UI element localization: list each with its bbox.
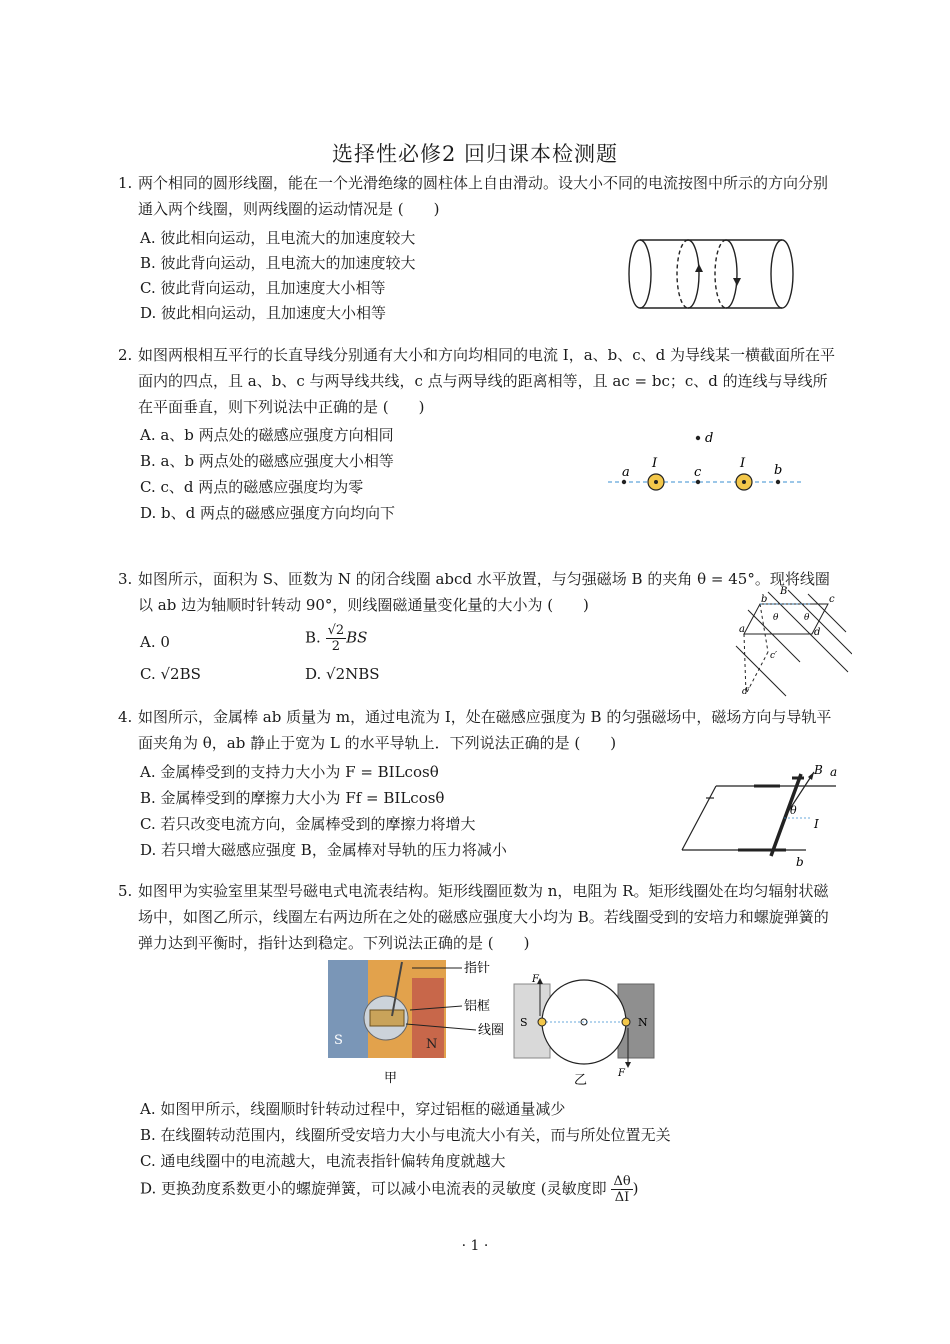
label-current-2: I: [740, 456, 746, 471]
label-S: S: [520, 1016, 528, 1029]
figure-parallel-wires: [606, 424, 806, 498]
question-stem: 两个相同的圆形线圈，能在一个光滑绝缘的圆柱体上自由滑动。设大小不同的电流按图中所示的方向分别通入两个线圈，则两线圈的运动情况是 ( ): [138, 174, 829, 218]
option-a: A. 0: [140, 633, 170, 651]
option-c: C. 彼此背向运动，且加速度大小相等: [140, 279, 386, 297]
fraction: $\frac{√2}{2}$: [327, 623, 345, 654]
figure-cylinder-coils: [626, 234, 798, 314]
question-number: 2.: [118, 346, 133, 364]
figure-coil-in-field: [728, 586, 852, 698]
label-N: N: [638, 1016, 648, 1029]
question-stem: 如图所示，金属棒 ab 质量为 m，通过电流为 I，处在磁感应强度为 B 的匀强磁场中，磁场方向与导轨平面夹角为 θ，ab 静止于宽为 L 的水平导轨上．下列说法正确的是 ( ): [138, 708, 832, 752]
label-theta-1: θ: [773, 613, 779, 623]
option-d: D. 若只增大磁感应强度 B，金属棒对导轨的压力将减小: [140, 841, 507, 859]
label-b: b: [761, 594, 768, 605]
option-c: C. √2BS: [140, 665, 201, 683]
option-b: B. $\frac{√2}{2}$ BS: [305, 623, 368, 654]
question-stem: 如图两根相互平行的长直导线分别通有大小和方向均相同的电流 I，a、b、c、d 为导线某一横截面所在平面内的四点，且 a、b、c 与两导线共线，c 点与两导线的距离相等，且 ac = bc；c、d 的连线与导线所在平面垂直，则下列说法中正确的是 ( ): [138, 346, 836, 416]
page-title: 选择性必修2 回归课本检测题: [331, 142, 619, 166]
option-d: D. √2NBS: [305, 665, 380, 683]
label-B: B: [814, 763, 823, 777]
label-F-top: F: [532, 974, 539, 985]
label-pointer: 指针: [464, 961, 491, 976]
option-c: C. c、d 两点的磁感应强度均为零: [140, 478, 364, 496]
label-c: c: [694, 465, 702, 480]
label-F-bottom: F: [618, 1068, 625, 1079]
label-theta: θ: [790, 804, 797, 817]
label-yi: 乙: [574, 1073, 588, 1088]
label-d: d: [814, 627, 821, 638]
question-number: 5.: [118, 882, 133, 900]
label-d-prime: d′: [742, 687, 750, 697]
label-B: B: [780, 586, 788, 597]
option-a: A. 彼此相向运动，且电流大的加速度较大: [140, 229, 416, 247]
question-stem: 如图甲为实验室里某型号磁电式电流表结构。矩形线圈匝数为 n，电阻为 R。矩形线圈处在均匀辐射状磁场中，如图乙所示，线圈左右两边所在之处的磁感应强度大小均为 B。若线圈受到的安培力和螺旋弹簧的弹力达到平衡时，指针达到稳定。下列说法正确的是 ( ): [138, 882, 829, 952]
option-d: D. 更换劲度系数更小的螺旋弹簧，可以减小电流表的灵敏度 (灵敏度即 $\frac{\Delta\theta}{\Delta I}$ ): [140, 1174, 639, 1205]
question-1: [118, 170, 840, 222]
label-coil: 线圈: [478, 1023, 505, 1038]
option-b: B. a、b 两点处的磁感应强度大小相等: [140, 452, 394, 470]
question-stem: 如图所示，面积为 S、匝数为 N 的闭合线圈 abcd 水平放置，与匀强磁场 B 的夹角 θ = 45°。现将线圈以 ab 边为轴顺时针转动 90°，则线圈磁通量变化量的大小为 ( ): [138, 570, 830, 614]
label-a: a: [622, 465, 630, 480]
label-I: I: [814, 817, 819, 831]
option-b: B. 在线圈转动范围内，线圈所受安培力大小与电流大小有关，而与所处位置无关: [140, 1126, 671, 1144]
figure-radial-field: [512, 970, 656, 1090]
option-a: A. 金属棒受到的支持力大小为 F = BILcosθ: [140, 763, 439, 781]
option-c: C. 若只改变电流方向，金属棒受到的摩擦力将增大: [140, 815, 476, 833]
label-frame: 铝框: [464, 999, 491, 1014]
label-c: c: [829, 594, 835, 605]
label-b: b: [774, 463, 783, 478]
label-N: N: [426, 1037, 438, 1052]
option-a: A. a、b 两点处的磁感应强度方向相同: [140, 426, 394, 444]
question-4: [118, 704, 840, 756]
question-2: [118, 342, 840, 420]
label-d: d: [705, 431, 714, 446]
question-number: 1.: [118, 174, 133, 192]
label-c-prime: c′: [770, 651, 778, 661]
label-a: a: [739, 624, 745, 635]
question-number: 3.: [118, 570, 133, 588]
label-jia: 甲: [384, 1071, 398, 1086]
option-d: D. b、d 两点的磁感应强度方向均向下: [140, 504, 396, 522]
figure-galvanometer-structure: [326, 958, 516, 1090]
option-d: D. 彼此相向运动，且加速度大小相等: [140, 304, 387, 322]
fraction: $\frac{\Delta\theta}{\Delta I}$: [613, 1174, 631, 1205]
label-current-1: I: [652, 456, 658, 471]
option-b: B. 金属棒受到的摩擦力大小为 Ff = BILcosθ: [140, 789, 445, 807]
question-5: [118, 878, 840, 956]
label-S: S: [334, 1033, 343, 1048]
label-theta-2: θ: [804, 613, 810, 623]
option-c: C. 通电线圈中的电流越大，电流表指针偏转角度就越大: [140, 1152, 506, 1170]
option-a: A. 如图甲所示，线圈顺时针转动过程中，穿过铝框的磁通量减少: [140, 1100, 566, 1118]
page-number: · 1 ·: [461, 1238, 489, 1254]
figure-metal-rod-rails: [676, 762, 846, 870]
option-b: B. 彼此背向运动，且电流大的加速度较大: [140, 254, 416, 272]
label-b: b: [796, 855, 804, 869]
question-number: 4.: [118, 708, 133, 726]
label-a: a: [830, 765, 838, 779]
